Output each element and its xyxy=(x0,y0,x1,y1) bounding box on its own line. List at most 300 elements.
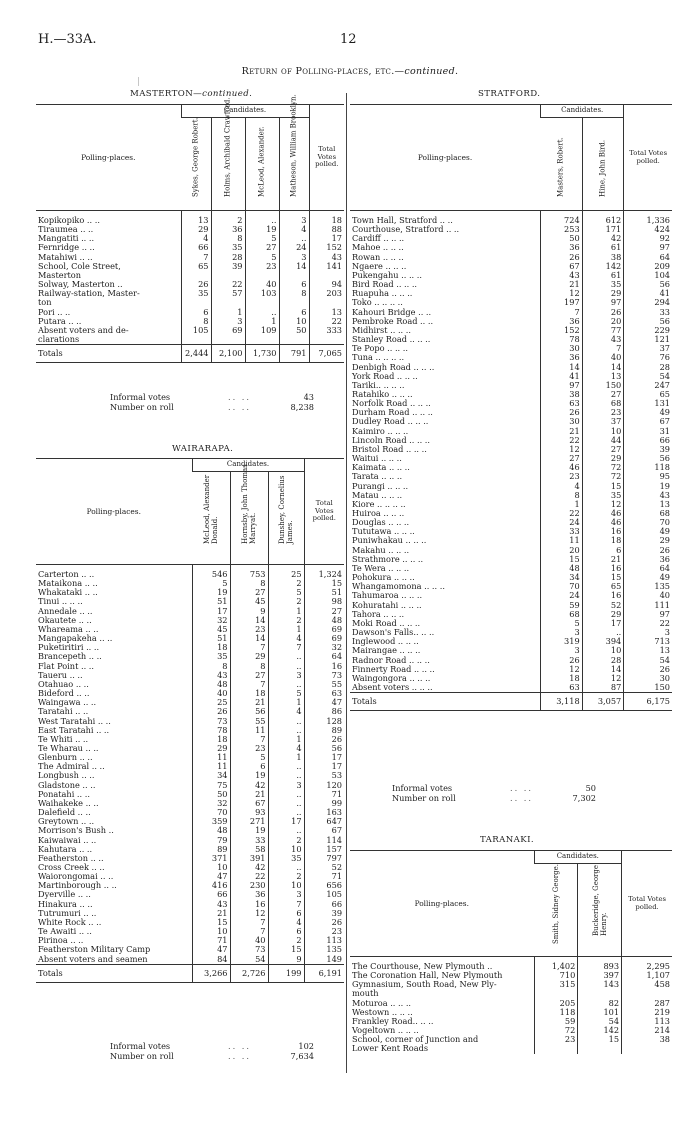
vote-count-cell: 22 xyxy=(211,280,245,289)
vote-count-cell: 11 xyxy=(192,762,230,771)
vote-count-cell: 18 xyxy=(230,689,268,698)
polling-place-name: Whareama .. .. xyxy=(38,624,99,634)
vote-count-cell: 612 xyxy=(582,216,624,225)
vote-count-cell: 14 xyxy=(279,262,309,271)
vote-count-cell: .. xyxy=(268,790,304,799)
table-row xyxy=(350,564,672,573)
polling-place-name: Whakataki .. .. xyxy=(38,588,98,598)
table-row xyxy=(36,955,344,965)
polling-place-name: Courthouse, Stratford .. .. xyxy=(352,225,460,235)
polling-place-name: Putara .. .. xyxy=(38,316,82,326)
total-votes-cell: 647 xyxy=(304,817,344,826)
vote-count-cell: 77 xyxy=(582,326,624,335)
polling-place-name: The Admiral .. .. xyxy=(38,762,105,772)
total-votes-cell: 52 xyxy=(304,863,344,872)
vote-count-cell: 18 xyxy=(541,674,583,683)
vote-count-cell: 43 xyxy=(192,900,230,909)
scan-mark xyxy=(138,77,139,86)
vote-count-cell: 2 xyxy=(268,616,304,625)
polling-place-name: Midhirst .. .. .. xyxy=(352,325,411,335)
vote-count-cell: 27 xyxy=(230,671,268,680)
total-votes-cell: 17 xyxy=(304,753,344,762)
total-value: 2,726 xyxy=(230,964,268,982)
candidate-name: Buckeridge, George Henry. xyxy=(578,864,622,957)
polling-place-name: Gladstone .. .. xyxy=(38,780,96,790)
total-votes-cell: 66 xyxy=(624,436,672,445)
vote-count-cell: 23 xyxy=(230,744,268,753)
table-row xyxy=(350,674,672,683)
total-votes-cell: 54 xyxy=(624,372,672,381)
total-votes-cell: 39 xyxy=(624,445,672,454)
vote-count-cell: 66 xyxy=(181,243,211,252)
polling-place-name: Mairangae .. .. .. xyxy=(352,646,421,656)
vote-count-cell: 43 xyxy=(192,671,230,680)
total-votes-cell: 17 xyxy=(309,234,344,243)
polling-place-name: Taueru .. .. xyxy=(38,670,83,680)
total-votes-cell: 69 xyxy=(304,634,344,643)
vote-count-cell: 22 xyxy=(541,509,583,518)
vote-count-cell: 3 xyxy=(268,781,304,790)
total-votes-cell: 333 xyxy=(309,326,344,335)
table-row xyxy=(350,509,672,518)
vote-count-cell: 23 xyxy=(541,472,583,481)
vote-count-cell: 6 xyxy=(268,927,304,936)
vote-count-cell: 73 xyxy=(230,945,268,954)
vote-count-cell: 1 xyxy=(268,735,304,744)
total-votes-cell: 70 xyxy=(624,518,672,527)
vote-count-cell: 27 xyxy=(541,454,583,463)
vote-count-cell: 4 xyxy=(279,225,309,234)
vote-count-cell: 36 xyxy=(541,243,583,252)
vote-count-cell: .. xyxy=(268,652,304,661)
total-votes-header: Total Votes polled. xyxy=(622,851,672,957)
totals-row xyxy=(36,964,344,982)
vote-count-cell: 97 xyxy=(582,298,624,307)
vote-count-cell: 29 xyxy=(582,454,624,463)
polling-place-name: Waingawa .. .. xyxy=(38,698,97,708)
totals-row xyxy=(350,693,672,711)
vote-count-cell: 105 xyxy=(181,326,211,335)
total-votes-cell: 229 xyxy=(624,326,672,335)
vote-count-cell: 18 xyxy=(192,643,230,652)
vote-count-cell: 3 xyxy=(541,628,583,637)
vote-count-cell: 753 xyxy=(230,570,268,579)
number-on-roll-label: Number on roll xyxy=(110,401,174,412)
polling-place-name: Waitui .. .. .. xyxy=(352,454,402,464)
vote-count-cell: 8 xyxy=(541,491,583,500)
total-votes-cell: 203 xyxy=(309,289,344,298)
vote-count-cell: 61 xyxy=(582,271,624,280)
total-votes-cell: 56 xyxy=(624,454,672,463)
totals-label: Totals xyxy=(36,964,192,982)
total-votes-cell: 121 xyxy=(624,335,672,344)
vote-count-cell: 51 xyxy=(192,597,230,606)
table-row xyxy=(350,408,672,417)
total-votes-cell: 69 xyxy=(304,625,344,634)
vote-count-cell: 17 xyxy=(268,817,304,826)
vote-count-cell: 12 xyxy=(541,445,583,454)
polling-place-name: Absent voters and de- xyxy=(38,325,129,335)
table-row xyxy=(36,243,344,252)
vote-count-cell: 63 xyxy=(541,399,583,408)
table-row xyxy=(350,335,672,344)
vote-count-cell: 46 xyxy=(582,518,624,527)
vote-count-cell: 7 xyxy=(181,253,211,262)
total-votes-cell: 29 xyxy=(624,536,672,545)
polling-place-name: Makahu .. .. .. xyxy=(352,545,410,555)
total-votes-cell: 43 xyxy=(309,253,344,262)
vote-count-cell: 101 xyxy=(578,1008,622,1017)
total-votes-cell: 13 xyxy=(624,500,672,509)
polling-place-name: The Courthouse, New Plymouth .. xyxy=(352,962,493,971)
polling-place-name: Puketiritiri .. .. xyxy=(38,643,100,653)
total-votes-cell: 64 xyxy=(624,253,672,262)
totals-label: Totals xyxy=(36,345,181,363)
vote-count-cell: 16 xyxy=(582,527,624,536)
vote-count-cell: 2 xyxy=(268,836,304,845)
vote-count-cell: 79 xyxy=(192,836,230,845)
page-number: 12 xyxy=(340,32,357,47)
total-votes-cell: 23 xyxy=(304,927,344,936)
total-votes-cell: 294 xyxy=(624,298,672,307)
vote-count-cell: .. xyxy=(245,308,279,317)
number-on-roll-value: 7,634 xyxy=(290,1050,314,1061)
polling-place-name: Inglewood .. .. .. xyxy=(352,637,419,647)
total-votes-cell: 27 xyxy=(304,607,344,616)
total-votes-cell: 28 xyxy=(624,363,672,372)
candidate-name: Sykes, George Robert. xyxy=(181,118,211,211)
vote-count-cell: 15 xyxy=(192,918,230,927)
total-votes-cell: 135 xyxy=(304,945,344,954)
taranaki-title: TARANAKI. xyxy=(480,835,535,845)
polling-place-name: Kaimata .. .. .. xyxy=(352,463,410,473)
polling-place-name: Solway, Masterton .. xyxy=(38,280,123,290)
total-votes-cell: 67 xyxy=(624,417,672,426)
polling-place-name: Longbush .. .. xyxy=(38,771,95,781)
vote-count-cell: 197 xyxy=(541,298,583,307)
vote-count-cell: 9 xyxy=(230,607,268,616)
vote-count-cell: 14 xyxy=(541,363,583,372)
vote-count-cell: .. xyxy=(268,863,304,872)
total-votes-cell: 89 xyxy=(304,726,344,735)
vote-count-cell: 63 xyxy=(541,683,583,693)
table-row xyxy=(350,1017,672,1026)
vote-count-cell: 16 xyxy=(582,564,624,573)
polling-place-name: Ratahiko .. .. .. xyxy=(352,389,413,399)
polling-place-name: Norfolk Road .. .. .. xyxy=(352,399,431,409)
vote-count-cell: 47 xyxy=(192,872,230,881)
total-votes-cell: 2,295 xyxy=(622,962,672,971)
vote-count-cell: 3 xyxy=(211,317,245,326)
polling-place-name: Pukengahu .. .. .. xyxy=(352,270,422,280)
polling-place-name: Dawson's Falls.. .. .. xyxy=(352,628,435,638)
polling-place-name: Tututawa .. .. .. xyxy=(352,527,415,537)
total-votes-cell: 15 xyxy=(304,579,344,588)
total-value: 2,444 xyxy=(181,345,211,363)
polling-place-name: Mangapakeha .. .. xyxy=(38,634,113,644)
polling-place-name: Kohuratahi .. .. .. xyxy=(352,600,422,610)
vote-count-cell: 35 xyxy=(192,652,230,661)
vote-count-cell: 50 xyxy=(192,790,230,799)
stratford-table xyxy=(350,104,672,711)
polling-place-name: The Coronation Hall, New Plymouth xyxy=(352,971,503,981)
vote-count-cell: 7 xyxy=(230,918,268,927)
table-row xyxy=(36,335,344,345)
polling-place-name: Denbigh Road .. .. .. xyxy=(352,362,435,372)
table-row xyxy=(350,445,672,454)
total-votes-cell: 150 xyxy=(624,683,672,693)
polling-place-name: Kaiwaiwai .. .. xyxy=(38,835,97,845)
total-value: 6,175 xyxy=(624,693,672,711)
vote-count-cell: 11 xyxy=(230,726,268,735)
vote-count-cell: 70 xyxy=(192,808,230,817)
table-row xyxy=(36,280,344,289)
polling-places-header: Polling-places. xyxy=(36,105,181,211)
vote-count-cell: 56 xyxy=(230,707,268,716)
polling-place-name: Okautete .. .. xyxy=(38,615,92,625)
total-votes-cell: 64 xyxy=(624,564,672,573)
table-row xyxy=(350,546,672,555)
vote-count-cell: 1 xyxy=(268,625,304,634)
polling-place-name: Mataikona .. .. xyxy=(38,579,98,589)
vote-count-cell: 35 xyxy=(268,854,304,863)
polling-place-name: Ruapuha .. .. .. xyxy=(352,289,413,299)
total-value: 199 xyxy=(268,964,304,982)
vote-count-cell: 39 xyxy=(211,262,245,271)
table-row xyxy=(350,591,672,600)
number-on-roll-label: Number on roll xyxy=(110,1050,174,1061)
vote-count-cell: 3 xyxy=(268,671,304,680)
table-row xyxy=(350,417,672,426)
candidate-name: Masters, Robert. xyxy=(541,118,583,211)
vote-count-cell xyxy=(211,335,245,345)
polling-places-header: Polling-places. xyxy=(350,851,534,957)
total-votes-cell: 36 xyxy=(624,555,672,564)
total-votes-cell: 38 xyxy=(622,1035,672,1044)
polling-place-name: Douglas .. .. .. xyxy=(352,518,410,528)
total-votes-cell: 118 xyxy=(624,463,672,472)
vote-count-cell: 55 xyxy=(230,717,268,726)
candidate-name: Holms, Archibald Crawford. xyxy=(211,118,245,211)
vote-count-cell: 46 xyxy=(582,509,624,518)
polling-place-name: Martinborough .. .. xyxy=(38,881,117,891)
vote-count-cell: 12 xyxy=(541,665,583,674)
table-row xyxy=(36,298,344,307)
vote-count-cell: 29 xyxy=(230,652,268,661)
polling-place-name: Waihakeke .. .. xyxy=(38,798,99,808)
total-value: 2,100 xyxy=(211,345,245,363)
vote-count-cell: 38 xyxy=(582,253,624,262)
vote-count-cell: 50 xyxy=(279,326,309,335)
polling-place-name: Town Hall, Stratford .. .. xyxy=(352,216,453,225)
table-row xyxy=(350,399,672,408)
table-row xyxy=(350,289,672,298)
vote-count-cell: 2 xyxy=(268,872,304,881)
vote-count-cell: 18 xyxy=(582,536,624,545)
table-row xyxy=(350,500,672,509)
total-votes-cell: 131 xyxy=(624,399,672,408)
vote-count-cell: 19 xyxy=(230,771,268,780)
total-value: 791 xyxy=(279,345,309,363)
table-row xyxy=(350,999,672,1008)
table-row xyxy=(350,216,672,225)
total-votes-cell: 40 xyxy=(624,591,672,600)
polling-place-name: Tinui .. .. .. xyxy=(38,597,83,607)
polling-place-name: Taratahi .. .. xyxy=(38,707,89,717)
total-votes-cell: 247 xyxy=(624,381,672,390)
informal-votes-label: Informal votes xyxy=(392,783,453,793)
taranaki-table xyxy=(350,850,672,1054)
vote-count-cell: 7 xyxy=(230,927,268,936)
vote-count-cell: 710 xyxy=(534,971,578,980)
vote-count-cell: 58 xyxy=(230,845,268,854)
vote-count-cell: 391 xyxy=(230,854,268,863)
table-row xyxy=(350,601,672,610)
total-votes-cell: 17 xyxy=(304,762,344,771)
vote-count-cell: 13 xyxy=(582,372,624,381)
vote-count-cell: 142 xyxy=(578,1026,622,1035)
polling-place-name: Finnerty Road .. .. .. xyxy=(352,664,435,674)
table-row xyxy=(350,280,672,289)
total-votes-cell: 214 xyxy=(622,1026,672,1035)
total-votes-cell: 63 xyxy=(304,689,344,698)
total-votes-cell: 49 xyxy=(624,408,672,417)
table-row xyxy=(350,454,672,463)
vote-count-cell: 35 xyxy=(582,491,624,500)
vote-count-cell: 5 xyxy=(268,689,304,698)
polling-place-name: mouth xyxy=(352,989,379,999)
vote-count-cell: 5 xyxy=(245,234,279,243)
vote-count-cell: .. xyxy=(268,799,304,808)
total-votes-cell: 49 xyxy=(624,573,672,582)
vote-count-cell: 6 xyxy=(268,909,304,918)
vote-count-cell: 152 xyxy=(541,326,583,335)
vote-count-cell: 416 xyxy=(192,881,230,890)
table-row xyxy=(350,582,672,591)
vote-count-cell: .. xyxy=(268,771,304,780)
vote-count-cell: 48 xyxy=(541,564,583,573)
total-votes-cell: 56 xyxy=(624,317,672,326)
vote-count-cell: 37 xyxy=(582,417,624,426)
polling-place-name: Moturoa .. .. .. xyxy=(352,998,412,1008)
vote-count-cell: 22 xyxy=(541,436,583,445)
polling-place-name: School, corner of Junction and xyxy=(352,1035,479,1045)
total-votes-cell: 73 xyxy=(304,671,344,680)
polling-place-name: Tarata .. .. .. xyxy=(352,472,403,482)
vote-count-cell xyxy=(245,335,279,345)
vote-count-cell: 14 xyxy=(582,363,624,372)
vote-count-cell: 27 xyxy=(245,243,279,252)
vote-count-cell: 21 xyxy=(230,698,268,707)
vote-count-cell: 40 xyxy=(582,353,624,362)
polling-place-name: Radnor Road .. .. .. xyxy=(352,655,430,665)
vote-count-cell: 71 xyxy=(192,936,230,945)
polling-place-name: Stanley Road .. .. .. xyxy=(352,335,431,345)
total-votes-cell: 56 xyxy=(304,744,344,753)
polling-place-name: Rowan .. .. .. xyxy=(352,252,404,262)
total-votes-cell: 135 xyxy=(624,582,672,591)
totals-row xyxy=(36,345,344,363)
vote-count-cell: 359 xyxy=(192,817,230,826)
polling-place-name: ton xyxy=(38,298,52,308)
polling-place-name: Mangatiti .. .. xyxy=(38,234,95,244)
total-votes-cell: 22 xyxy=(624,619,672,628)
vote-count-cell: 15 xyxy=(268,945,304,954)
polling-place-name: Strathmore .. .. .. xyxy=(352,554,424,564)
candidates-header: Candidates. xyxy=(534,851,622,864)
polling-place-name: Puniwhakau .. .. .. xyxy=(352,536,427,546)
table-row xyxy=(350,482,672,491)
vote-count-cell: 6 xyxy=(279,308,309,317)
vote-count-cell: 24 xyxy=(541,518,583,527)
vote-count-cell: 1 xyxy=(245,317,279,326)
vote-count-cell: 73 xyxy=(192,717,230,726)
vote-count-cell: 6 xyxy=(582,546,624,555)
total-votes-cell: 3 xyxy=(624,628,672,637)
vote-count-cell: 29 xyxy=(192,744,230,753)
polling-place-name: Kaimiro .. .. .. xyxy=(352,426,409,436)
polling-places-header: Polling-places. xyxy=(36,459,192,565)
vote-count-cell: 8 xyxy=(230,662,268,671)
vote-count-cell: 11 xyxy=(541,536,583,545)
vote-count-cell: 23 xyxy=(534,1035,578,1044)
total-votes-cell: 287 xyxy=(622,999,672,1008)
table-row xyxy=(350,326,672,335)
vote-count-cell: 30 xyxy=(541,344,583,353)
vote-count-cell: 1 xyxy=(211,308,245,317)
table-row xyxy=(350,610,672,619)
polling-place-name: Morrison's Bush .. xyxy=(38,826,114,836)
wairarapa-title: WAIRARAPA. xyxy=(172,444,234,454)
polling-place-name: Purangi .. .. .. xyxy=(352,481,409,491)
vote-count-cell: 118 xyxy=(534,1008,578,1017)
vote-count-cell: .. xyxy=(268,662,304,671)
vote-count-cell: 23 xyxy=(245,262,279,271)
vote-count-cell: 5 xyxy=(541,619,583,628)
vote-count-cell: 29 xyxy=(582,289,624,298)
vote-count-cell: 7 xyxy=(541,308,583,317)
vote-count-cell: 15 xyxy=(582,573,624,582)
total-value: 3,266 xyxy=(192,964,230,982)
polling-place-name: Fernridge .. .. xyxy=(38,243,95,253)
total-value: 1,730 xyxy=(245,345,279,363)
vote-count-cell: 724 xyxy=(541,216,583,225)
candidate-name: McLeod, Alexander Donald. xyxy=(192,472,230,565)
vote-count-cell: 16 xyxy=(230,900,268,909)
vote-count-cell: 54 xyxy=(230,955,268,965)
vote-count-cell: 9 xyxy=(268,955,304,965)
total-votes-cell: 97 xyxy=(624,610,672,619)
vote-count-cell: 4 xyxy=(541,482,583,491)
polling-place-name: Featherston Military Camp xyxy=(38,945,151,955)
vote-count-cell: 14 xyxy=(230,634,268,643)
masterton-title: MASTERTON—continued. xyxy=(130,89,253,99)
table-row xyxy=(350,491,672,500)
vote-count-cell: 14 xyxy=(230,616,268,625)
vote-count-cell: 18 xyxy=(192,735,230,744)
vote-count-cell: 4 xyxy=(181,234,211,243)
vote-count-cell: 36 xyxy=(211,225,245,234)
table-row xyxy=(350,1035,672,1044)
vote-count-cell: .. xyxy=(268,717,304,726)
table-row xyxy=(350,363,672,372)
vote-count-cell: 2 xyxy=(268,936,304,945)
total-votes-cell: 713 xyxy=(624,637,672,646)
vote-count-cell: 36 xyxy=(230,890,268,899)
vote-count-cell: 6 xyxy=(279,280,309,289)
vote-count-cell: 21 xyxy=(541,280,583,289)
vote-count-cell: 65 xyxy=(181,262,211,271)
